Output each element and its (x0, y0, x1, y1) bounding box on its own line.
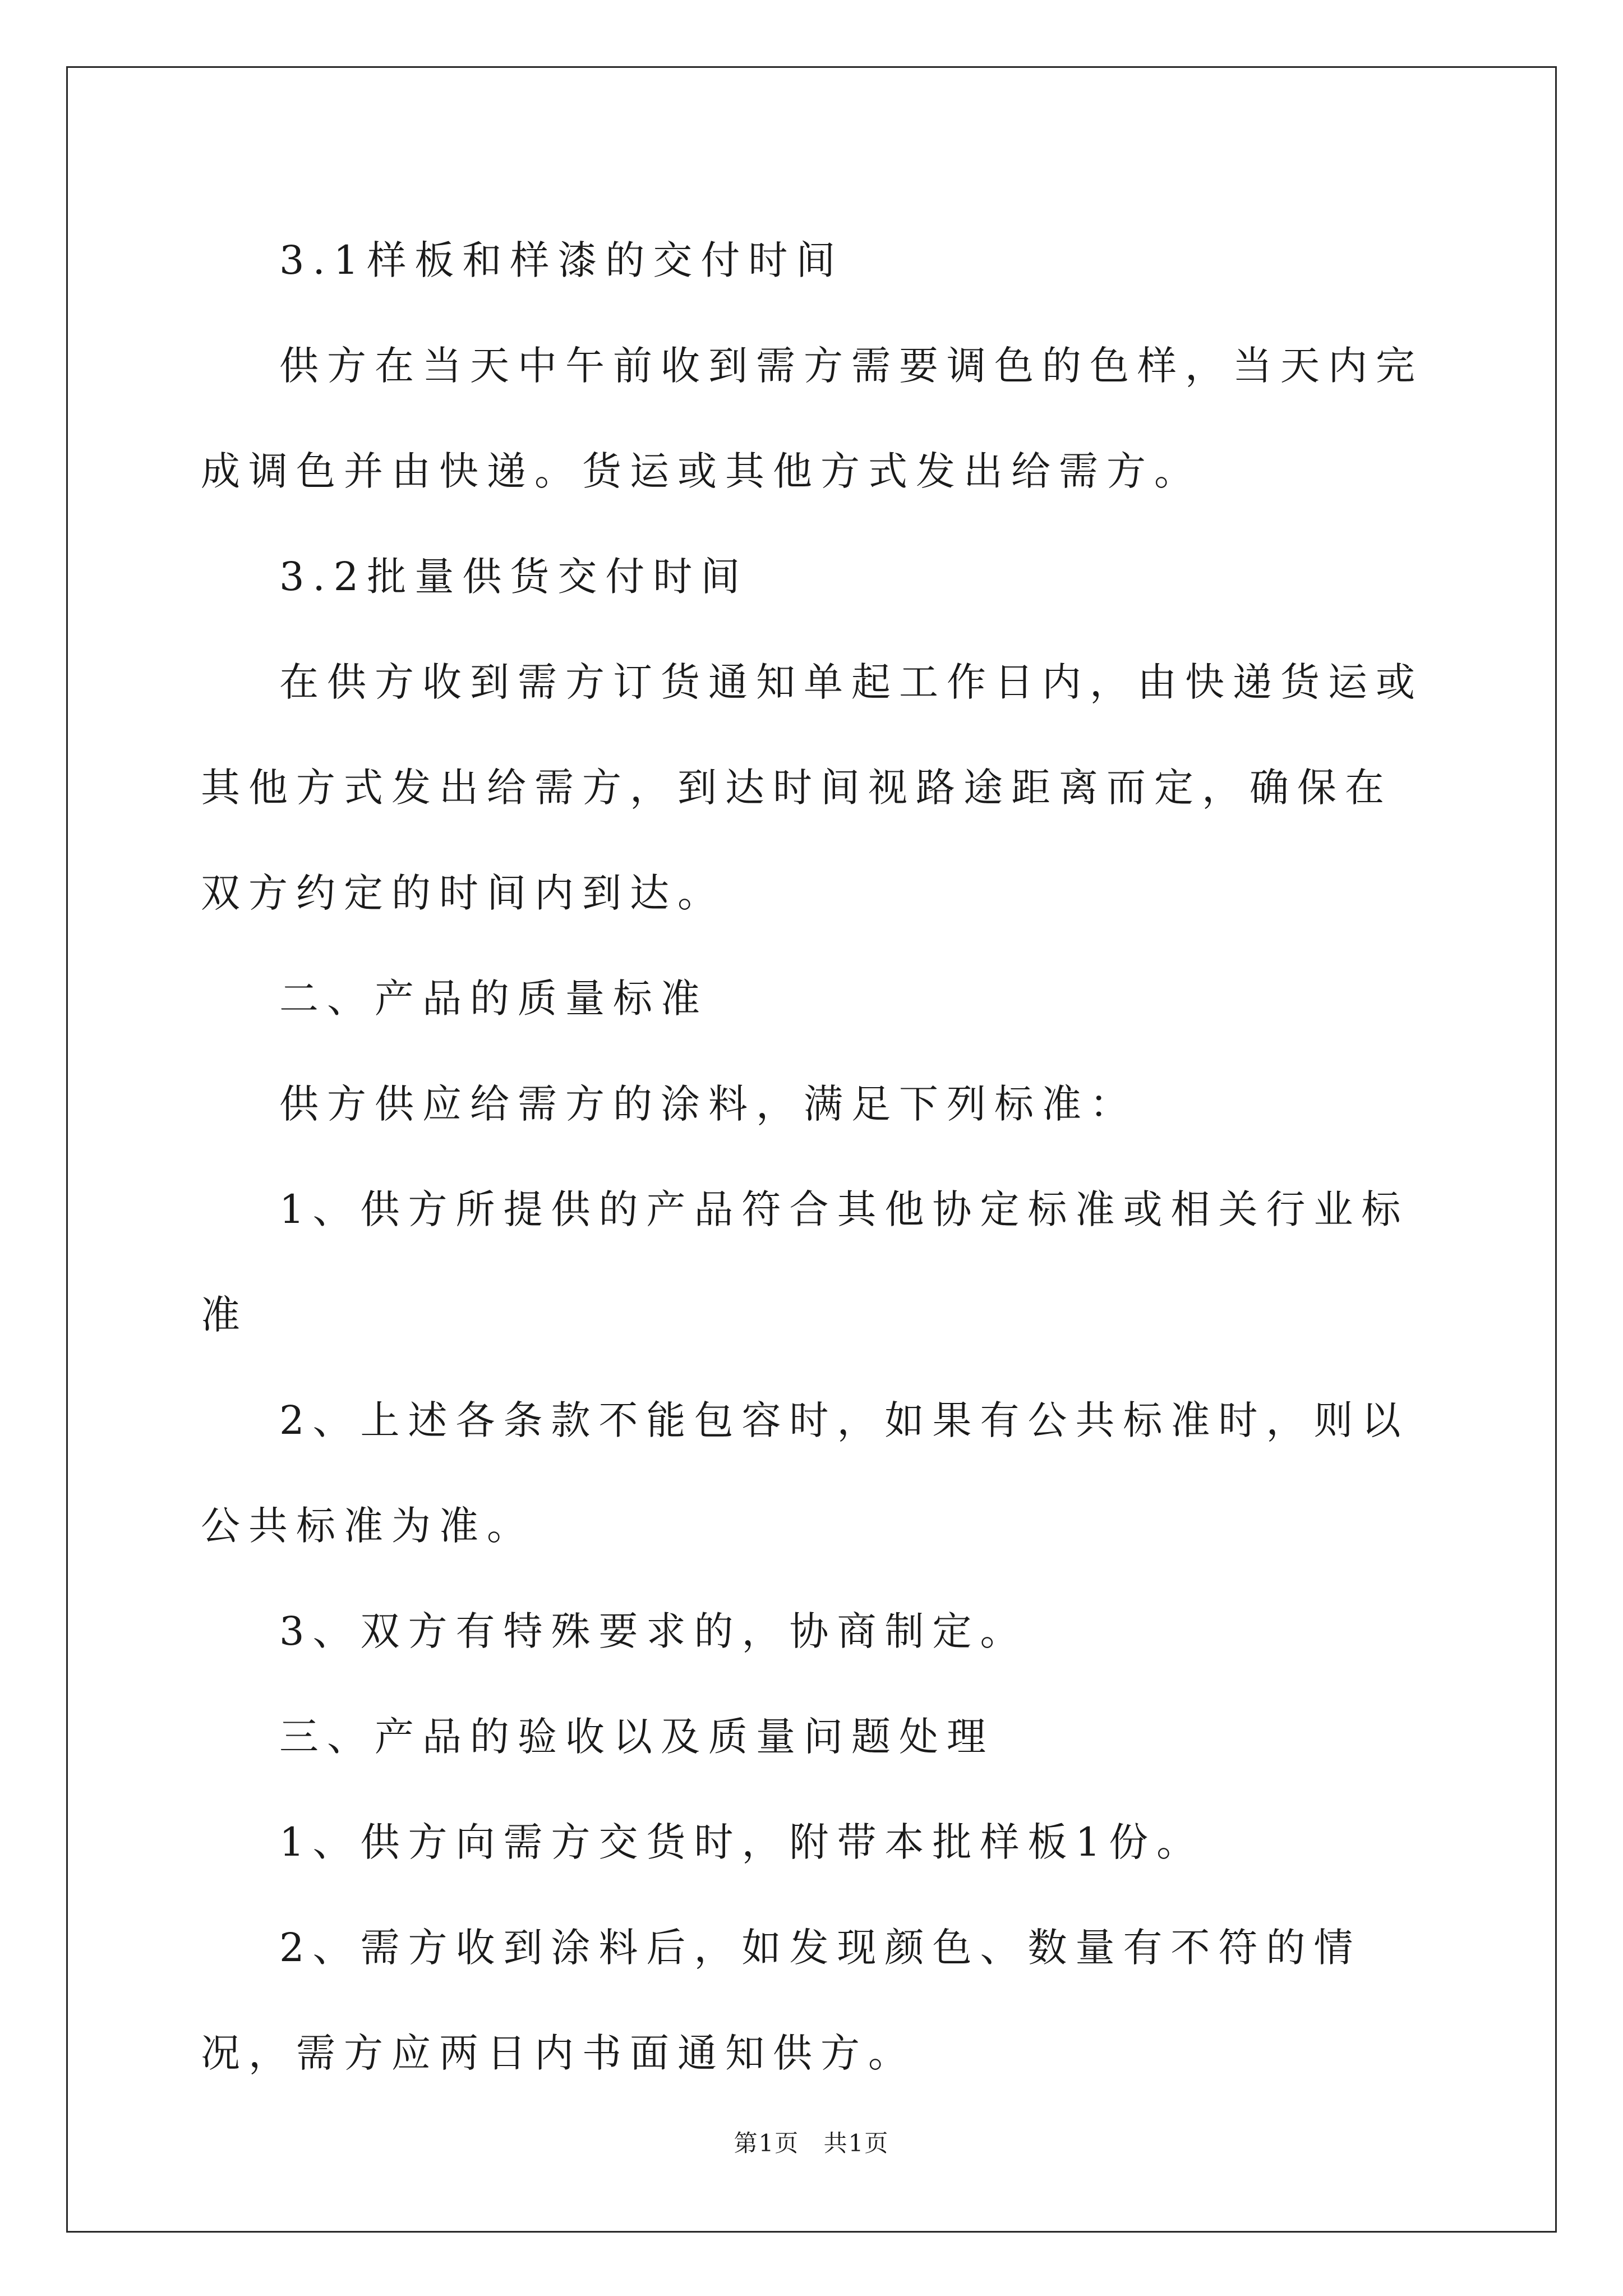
page-number: 第1页 (734, 2129, 800, 2157)
section-heading: 二、产品的质量标准 (279, 976, 708, 1022)
list-item: 2、需方收到涂料后，如发现颜色、数量有不符的情况，需方应两日内书面通知供方。 (201, 1925, 1362, 2076)
paragraph: 供方供应给需方的涂料，满足下列标准： (279, 1081, 1137, 1127)
paragraph: 3.1样板和样漆的交付时间 (279, 237, 844, 283)
page-total: 共1页 (823, 2129, 889, 2157)
list-item: 1、供方所提供的产品符合其他协定标准或相关行业标准 (201, 1186, 1409, 1338)
list-item: 1、供方向需方交货时，附带本批样板1份。 (279, 1819, 1205, 1865)
paragraph: 在供方收到需方订货通知单起工作日内，由快递货运或其他方式发出给需方，到达时间视路途距离而定，确保在双方约定的时间内到达。 (201, 659, 1423, 916)
list-item: 2、上述各条款不能包容时，如果有公共标准时，则以公共标准为准。 (201, 1397, 1409, 1549)
page-footer (0, 2125, 1623, 2159)
paragraph: 供方在当天中午前收到需方需要调色的色样，当天内完成调色并由快递。货运或其他方式发出给需方。 (201, 343, 1423, 494)
section-heading: 三、产品的验收以及质量问题处理 (279, 1714, 994, 1760)
list-item: 3、双方有特殊要求的，协商制定。 (279, 1608, 1028, 1654)
document-body (201, 208, 1423, 2106)
paragraph: 3.2批量供货交付时间 (279, 554, 749, 600)
